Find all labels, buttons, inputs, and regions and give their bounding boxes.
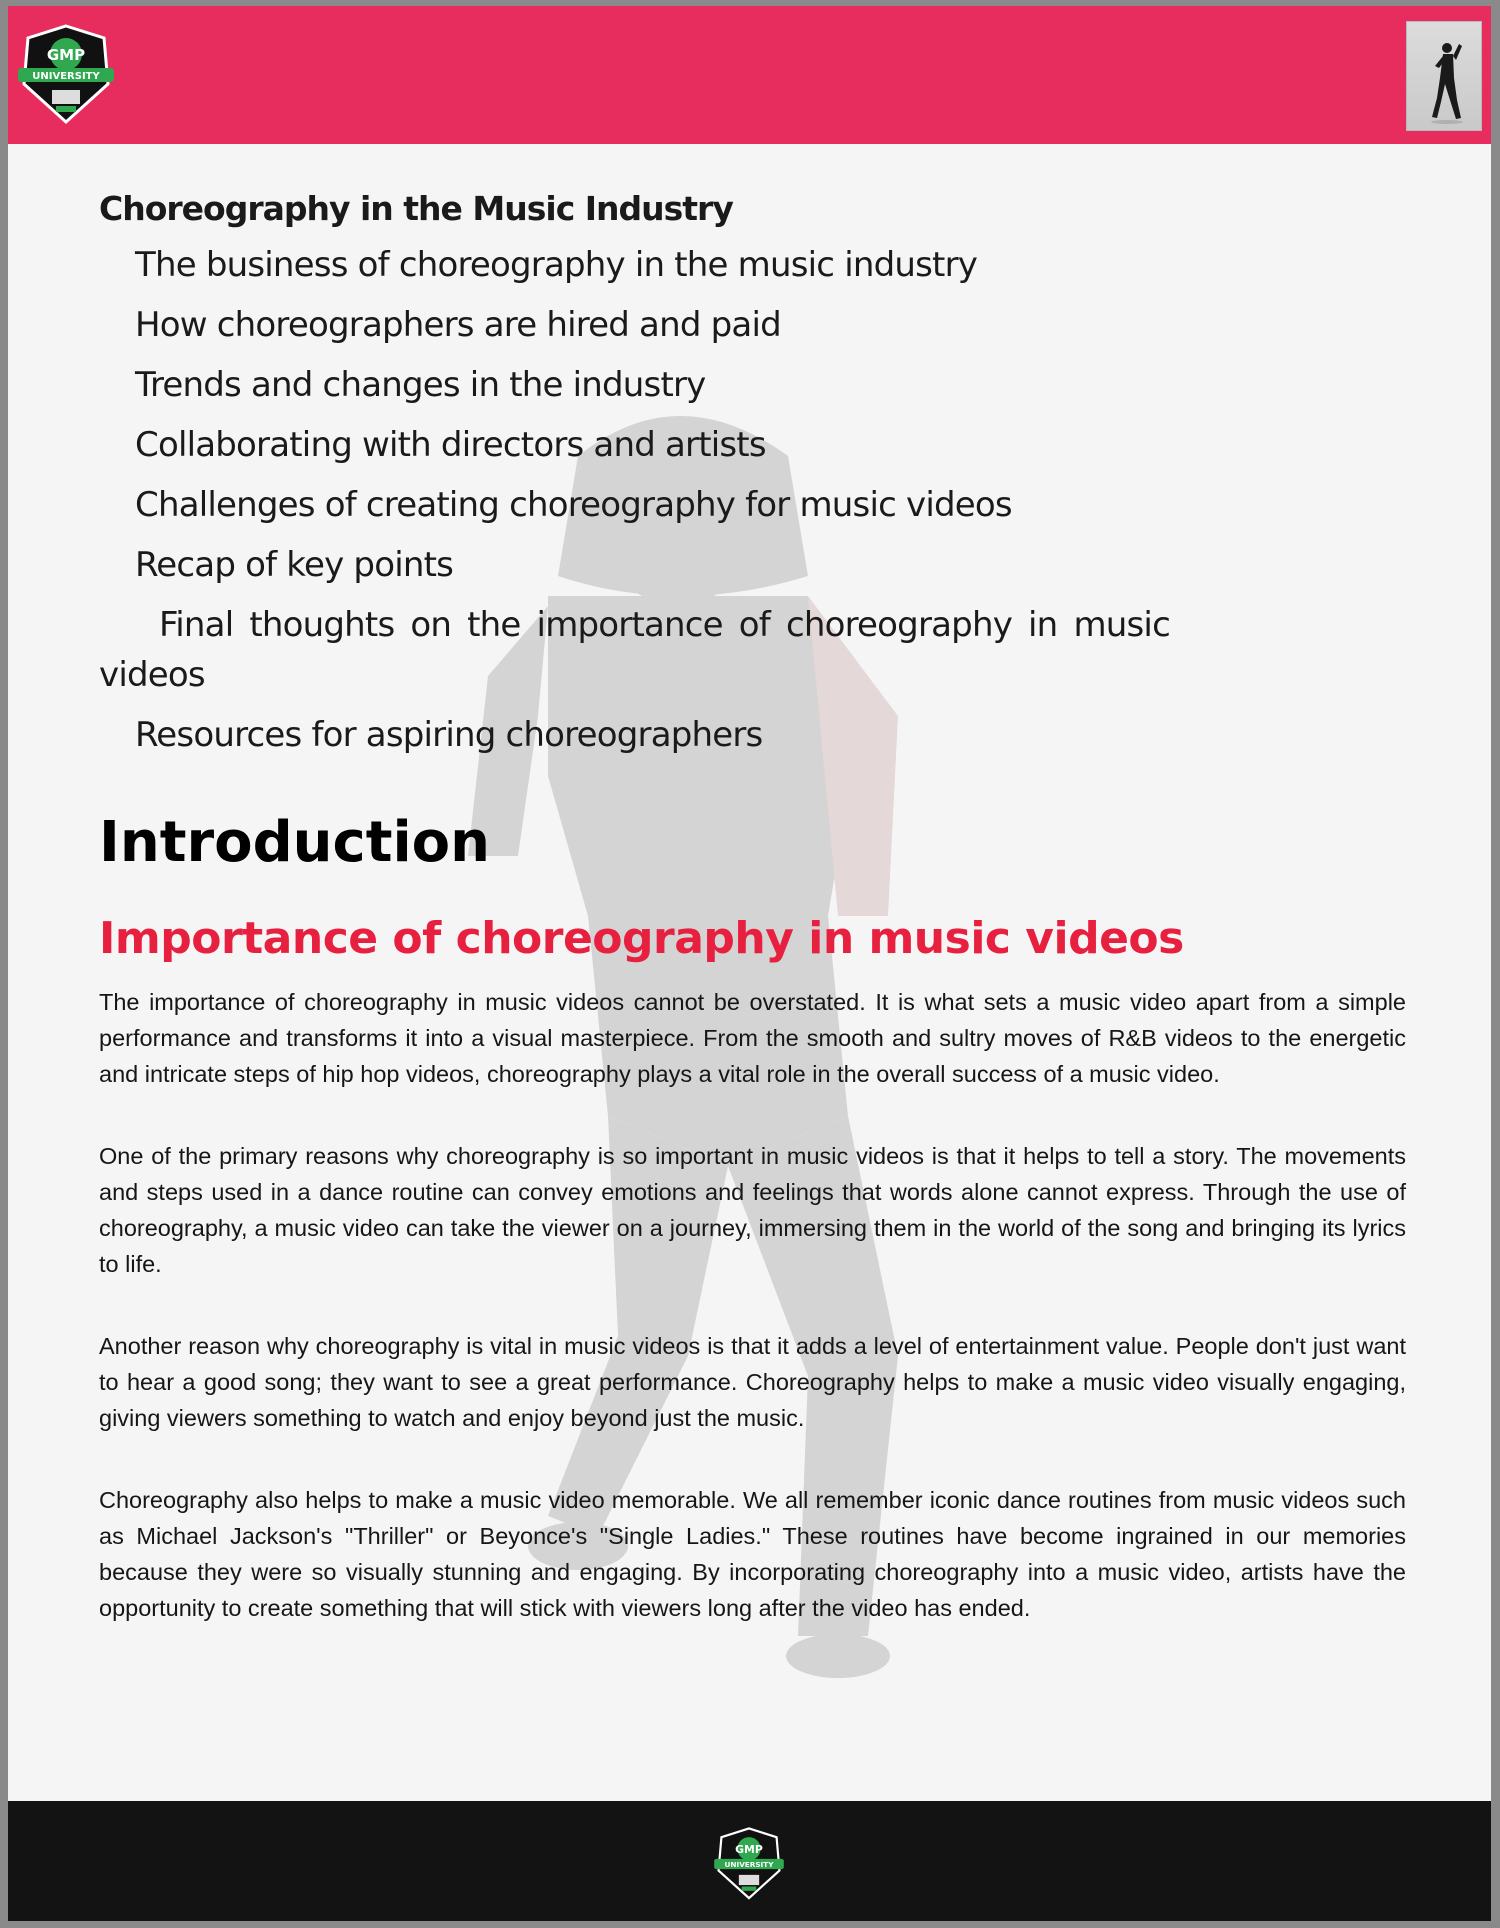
svg-text:GMP: GMP [46, 46, 86, 64]
main-content [99, 184, 1406, 1626]
toc-item-line1: Final thoughts on the importance of choreography in music [159, 605, 1170, 645]
gmp-university-logo-icon [18, 24, 114, 126]
body-paragraph: The importance of choreography in music videos cannot be overstated. It is what sets a music video apart from a simple performance and transforms it into a visual masterpiece. From the smooth and sultry moves of R&B videos to the energetic and intricate steps of hip hop videos, choreography plays a vital role in the overall success of a music video. [99, 989, 1406, 1087]
svg-text:UNIVERSITY: UNIVERSITY [32, 71, 100, 82]
section-heading: Introduction [99, 810, 491, 875]
toc-item: Challenges of creating choreography for music videos [135, 485, 1012, 525]
body-paragraph: Another reason why choreography is vital in music videos is that it adds a level of entertainment value. People don't just want to hear a good song; they want to see a great performance. Choreography helps to make a music video visually engaging, giving viewers something to watch and enjoy beyond just the music. [99, 1333, 1406, 1431]
toc-item: The business of choreography in the music industry [135, 245, 978, 285]
body-paragraph: Choreography also helps to make a music video memorable. We all remember iconic dance routines from music videos such as Michael Jackson's "Thriller" or Beyonce's "Single Ladies." These routines have become ingrained in our memories because they were so visually stunning and engaging. By incorporating choreography into a music video, artists have the opportunity to create something that will stick with viewers long after the video has ended. [99, 1487, 1406, 1621]
toc-item: Resources for aspiring choreographers [135, 715, 763, 755]
dancer-silhouette-icon [1407, 22, 1481, 130]
toc-item: Trends and changes in the industry [135, 365, 706, 405]
toc-item: How choreographers are hired and paid [135, 305, 781, 345]
page-footer [8, 1801, 1491, 1921]
svg-text:GMP: GMP [734, 1843, 763, 1857]
toc-item-wrapped [99, 600, 1170, 700]
toc-item: Recap of key points [135, 545, 454, 585]
body-paragraph: One of the primary reasons why choreography is so important in music videos is that it helps to tell a story. The movements and steps used in a dance routine can convey emotions and feelings that words alone cannot express. Through the use of choreography, a music video can take the viewer on a journey, immersing them in the world of the song and bringing its lyrics to life. [99, 1143, 1406, 1277]
toc-item-line2: videos [99, 655, 205, 695]
svg-text:UNIVERSITY: UNIVERSITY [724, 1859, 773, 1869]
page-header [8, 6, 1491, 144]
dancer-photo-thumbnail [1407, 22, 1481, 130]
section-subheading: Importance of choreography in music videos [99, 913, 1184, 964]
document-page [8, 6, 1491, 1921]
toc-item: Collaborating with directors and artists [135, 425, 766, 465]
toc-title: Choreography in the Music Industry [99, 189, 733, 228]
gmp-university-logo-icon [714, 1827, 784, 1901]
